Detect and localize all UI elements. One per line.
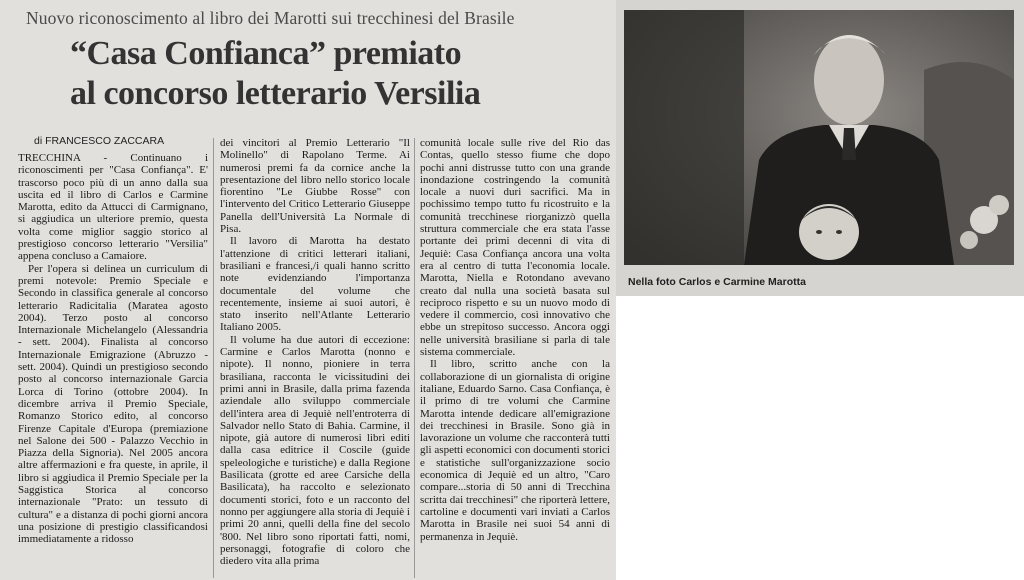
headline-line-2: al concorso letterario Versilia [70, 75, 481, 112]
column-rule [414, 138, 415, 578]
article-column-2 [220, 137, 410, 577]
paragraph: TRECCHINA - Continuano i riconoscimenti per "Casa Confiança". E' trascorso poco più di un anno dalla sua uscita ed il libro di Carlos e Carmine Marotta, edito da Attucci di Carmignano, si aggiudica un ulteriore premio, questa volta come miglior saggio storico al prestigioso concorso letterario "Versilia" appena concluso a Camaiore. [18, 152, 208, 263]
headline-line-1: “Casa Confianca” premiato [70, 35, 462, 72]
paragraph: Il volume ha due autori di eccezione: Carmine e Carlos Marotta (nonno e nipote). Il nonno, pioniere in terra brasiliana, racconta le vicissitudini dei primi anni in Brasile, dalla prima fazenda aziendale allo sviluppo commerciale dell'intera area di Jequiè nell'entroterra di Salvador nello Stato di Bahia. Carmine, il nipote, già autore di numerosi libri editi dalla casa editrice il Coscile (guide speleologiche e turistiche) e dalla Regione Basilicata (grotte ed aree Carsiche della Basilicata), ha raccolto e selezionato documenti storici, foto e un racconto del nonno per aggiungere alla storia di Jequiè i primi 20 anni, quelli della fine del secolo '800. Nel libro sono riportati fatti, nomi, personaggi, fotografie di coloro che diedero vita alla prima [220, 333, 410, 568]
paragraph: Il lavoro di Marotta ha destato l'attenzione di critici letterari italiani, brasiliani e francesi,/i quali hanno scritto note evidenziando l'importanza documentale del volume che recentemente, insieme ai suoi autori, è stato inserito nell'Atlante Letterario Italiano 2005. [220, 235, 410, 334]
kicker: Nuovo riconoscimento al libro dei Marotti sui trecchinesi del Brasile [26, 8, 515, 28]
photo-panel [616, 0, 1024, 296]
photo-carlos-carmine [624, 10, 1014, 265]
headline [70, 34, 590, 114]
paragraph: Il libro, scritto anche con la collaborazione di un giornalista di origine italiane, Eduardo Sarno. Casa Confiança, è il primo di tre volumi che Carmine Marotta intende dedicare all'emigrazione dei trecchinesi in Brasile. Sono già in lavorazione un volume che racconterà tutti gli aspetti economici con documenti storici e statistiche sull'organizzazione socio economica di Jequiè ed un altro, "Caro compare...storia di 50 anni di Trecchina scritta dai trecchinesi" che riporterà lettere, cartoline e documenti vari inviati a Carlos Marotta in Brasile nei suoi 54 anni di permanenza in Jequiè. [420, 358, 610, 543]
photo-caption: Nella foto Carlos e Carmine Marotta [628, 276, 806, 288]
byline: di FRANCESCO ZACCARA [34, 135, 165, 147]
paragraph: comunità locale sulle rive del Rio das Contas, quello stesso fiume che dopo pochi anni distrusse tutto con una grande inondazione costringendo la comunità locale a nuovi duri sacrifici. Ma in pochissimo tempo tutto fu ricostruito e la comunità trecchinese riorganizzò quella struttura commerciale che era stata l'asse portante dei primi decenni di vita di Jequiè: Casa Confiança ancora una volta era al centro di tutta l'economia locale. Marotta, Niella e Rotondano avevano creato dal nulla una società basata sul reciproco rispetto e su un nuovo modo di vedere il commercio, così innovativo che ebbe un strepitoso successo. Ancora oggi nelle università brasiliane si parla di tale sistema commerciale. [420, 137, 610, 359]
photo-illustration [624, 10, 1014, 265]
paragraph: Per l'opera si delinea un curriculum di premi notevole: Premio Speciale e Secondo in classifica generale al concorso letterario Radicitalia (Maratea agosto 2004). Terzo posto al concorso Internazionale Michelangelo (Alessandria - sett. 2004). Finalista al concorso Internazionale Emigrazione (Abruzzo - sett. 2004). Quindi un prestigioso secondo posto al concorso internazionale Garcia Lorca di Torino (ottobre 2004). In dicembre arriva il Premio Speciale, Romanzo Storico edito, al concorso Firenze Capitale d'Europa (premiazione nel Salone dei 500 - Palazzo Vecchio in Piazza della Signoria). Nel 2005 ancora altre affermazioni e fra queste, in aprile, il libro si aggiudica il Premio Speciale per la Saggistica Storica al concorso internazionale "Prato: un tessuto di cultura" e a distanza di pochi giorni ancora una posizione di prestigio classificandosi immediatamente a ridosso [18, 262, 208, 546]
column-rule [213, 138, 214, 578]
article-column-1 [18, 152, 208, 572]
article-column-3 [420, 137, 610, 577]
paragraph: dei vincitori al Premio Letterario "Il Molinello" di Rapolano Terme. Ai numerosi premi fa da cornice anche la presentazione del libro nello storico locale fiorentino "Le Giubbe Rosse" con l'intervento del Critico Letterario Giuseppe Panella dell'Università La Normale di Pisa. [220, 137, 410, 236]
